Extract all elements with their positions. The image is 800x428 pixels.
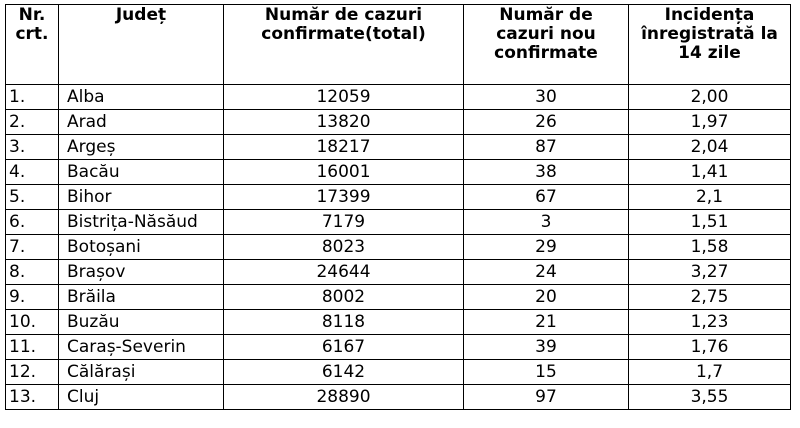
cell-nr: 3. [6, 135, 59, 160]
cell-incidence: 2,1 [629, 185, 791, 210]
table-row [6, 185, 791, 210]
cell-new-cases: 39 [464, 335, 629, 360]
cell-county: Buzău [59, 310, 224, 335]
cell-total-cases: 28890 [224, 385, 464, 410]
cell-new-cases: 87 [464, 135, 629, 160]
cell-county: Bistrița-Năsăud [59, 210, 224, 235]
cell-total-cases: 8118 [224, 310, 464, 335]
cell-incidence: 1,51 [629, 210, 791, 235]
cell-total-cases: 12059 [224, 85, 464, 110]
cell-nr: 6. [6, 210, 59, 235]
cell-total-cases: 8002 [224, 285, 464, 310]
cell-new-cases: 20 [464, 285, 629, 310]
table-row [6, 110, 791, 135]
cell-county: Bacău [59, 160, 224, 185]
cell-incidence: 1,7 [629, 360, 791, 385]
cell-county: Brașov [59, 260, 224, 285]
cell-new-cases: 29 [464, 235, 629, 260]
cell-nr: 9. [6, 285, 59, 310]
cell-nr: 12. [6, 360, 59, 385]
cell-county: Caraș-Severin [59, 335, 224, 360]
table-row [6, 210, 791, 235]
cell-total-cases: 18217 [224, 135, 464, 160]
covid-county-table [5, 4, 791, 410]
cell-county: Brăila [59, 285, 224, 310]
table-row [6, 285, 791, 310]
cell-nr: 13. [6, 385, 59, 410]
cell-new-cases: 67 [464, 185, 629, 210]
cell-nr: 11. [6, 335, 59, 360]
cell-total-cases: 16001 [224, 160, 464, 185]
cell-incidence: 1,97 [629, 110, 791, 135]
cell-total-cases: 6167 [224, 335, 464, 360]
table-row [6, 135, 791, 160]
cell-nr: 5. [6, 185, 59, 210]
cell-new-cases: 3 [464, 210, 629, 235]
table-row [6, 385, 791, 410]
cell-incidence: 2,04 [629, 135, 791, 160]
cell-total-cases: 24644 [224, 260, 464, 285]
cell-incidence: 1,23 [629, 310, 791, 335]
cell-total-cases: 6142 [224, 360, 464, 385]
header-total-cases: Număr de cazuri confirmate(total) [224, 5, 464, 85]
table-row [6, 310, 791, 335]
table-row [6, 85, 791, 110]
cell-county: Călărași [59, 360, 224, 385]
header-nr: Nr. crt. [6, 5, 59, 85]
table-row [6, 360, 791, 385]
table-body [6, 85, 791, 410]
table-row [6, 160, 791, 185]
cell-nr: 7. [6, 235, 59, 260]
header-county: Județ [59, 5, 224, 85]
covid-county-table-container [5, 4, 791, 410]
cell-new-cases: 15 [464, 360, 629, 385]
cell-nr: 2. [6, 110, 59, 135]
cell-total-cases: 13820 [224, 110, 464, 135]
cell-incidence: 2,00 [629, 85, 791, 110]
cell-county: Alba [59, 85, 224, 110]
cell-county: Botoșani [59, 235, 224, 260]
cell-new-cases: 24 [464, 260, 629, 285]
table-header-row [6, 5, 791, 85]
cell-incidence: 1,76 [629, 335, 791, 360]
cell-new-cases: 38 [464, 160, 629, 185]
cell-nr: 1. [6, 85, 59, 110]
cell-nr: 10. [6, 310, 59, 335]
cell-total-cases: 7179 [224, 210, 464, 235]
cell-county: Argeș [59, 135, 224, 160]
table-row [6, 260, 791, 285]
cell-new-cases: 30 [464, 85, 629, 110]
cell-county: Arad [59, 110, 224, 135]
cell-new-cases: 26 [464, 110, 629, 135]
cell-total-cases: 17399 [224, 185, 464, 210]
cell-incidence: 1,58 [629, 235, 791, 260]
cell-county: Bihor [59, 185, 224, 210]
table-row [6, 335, 791, 360]
header-incidence: Incidența înregistrată la 14 zile [629, 5, 791, 85]
cell-nr: 8. [6, 260, 59, 285]
cell-incidence: 2,75 [629, 285, 791, 310]
cell-incidence: 3,55 [629, 385, 791, 410]
cell-incidence: 3,27 [629, 260, 791, 285]
cell-total-cases: 8023 [224, 235, 464, 260]
cell-county: Cluj [59, 385, 224, 410]
cell-new-cases: 97 [464, 385, 629, 410]
cell-incidence: 1,41 [629, 160, 791, 185]
cell-nr: 4. [6, 160, 59, 185]
header-new-cases: Număr de cazuri nou confirmate [464, 5, 629, 85]
cell-new-cases: 21 [464, 310, 629, 335]
table-row [6, 235, 791, 260]
